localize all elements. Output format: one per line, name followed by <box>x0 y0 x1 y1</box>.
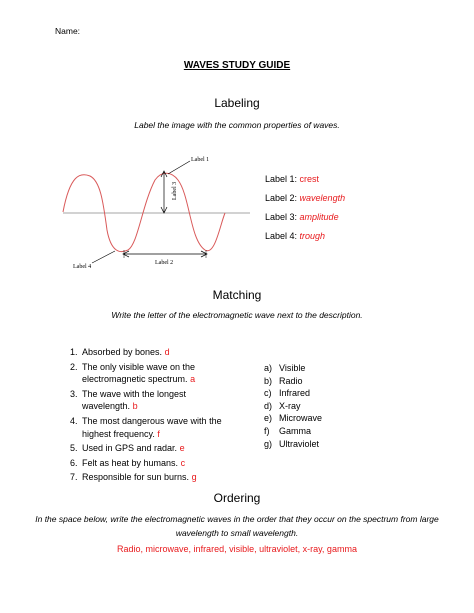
label-answer-row: Label 4: trough <box>265 231 326 241</box>
choice-item: f) Gamma <box>264 425 312 436</box>
diagram-label-3: Label 3 <box>172 181 178 200</box>
diagram-label-1: Label 1 <box>191 157 210 163</box>
label-answer-wavelength: wavelength <box>299 193 346 203</box>
ordering-instruction: In the space below, write the electromagnetic waves in the order that they occur on the spectrum from large wavelength to small wavelength. <box>35 514 439 538</box>
label-answer-crest: crest <box>299 174 320 184</box>
page-title: WAVES STUDY GUIDE <box>183 60 291 71</box>
list-item: 5. Used in GPS and radar. e <box>70 443 185 454</box>
label-answer-trough: trough <box>299 231 326 241</box>
ordering-answer: Radio, microwave, infrared, visible, ultraviolet, x-ray, gamma <box>117 544 357 554</box>
list-item: 1. Absorbed by bones. d <box>70 347 170 357</box>
label-answer-amplitude: amplitude <box>299 212 339 222</box>
label-answer-row: Label 1: crest <box>265 174 320 184</box>
choice-item: b) Radio <box>264 375 303 386</box>
list-item: 6. Felt as heat by humans. c <box>70 457 186 468</box>
label-4-pointer <box>92 251 115 263</box>
labeling-heading: Labeling <box>214 96 260 110</box>
matching-descriptions <box>70 346 230 484</box>
wave-curve <box>63 173 225 251</box>
choice-item: g) Ultraviolet <box>264 438 320 449</box>
matching-instruction: Write the letter of the electromagnetic wave next to the description. <box>111 310 363 320</box>
labeling-instruction: Label the image with the common properties of waves. <box>134 120 340 130</box>
matching-heading: Matching <box>212 288 262 302</box>
diagram-label-4: Label 4 <box>73 264 92 270</box>
list-item: 2. The only visible wave on the electromagnetic spectrum. a <box>70 361 196 385</box>
matching-choices <box>264 362 322 450</box>
choice-item: d) X-ray <box>264 400 301 411</box>
label-1-pointer <box>168 161 190 174</box>
label-answer-row: Label 2: wavelength <box>265 193 346 203</box>
list-item: 4. The most dangerous wave with the highest frequency. f <box>70 415 222 439</box>
ordering-heading: Ordering <box>213 491 261 505</box>
choice-item: a) Visible <box>264 363 306 373</box>
list-item: 7. Responsible for sun burns. g <box>70 472 197 483</box>
choice-item: e) Microwave <box>264 413 323 424</box>
labels-answers <box>265 170 345 246</box>
diagram-label-2: Label 2 <box>155 260 174 266</box>
label-answer-row: Label 3: amplitude <box>265 212 339 222</box>
list-item: 3. The wave with the longest wavelength. b <box>70 388 187 412</box>
name-label: Name: <box>55 26 81 36</box>
choice-item: c) Infrared <box>264 388 311 399</box>
